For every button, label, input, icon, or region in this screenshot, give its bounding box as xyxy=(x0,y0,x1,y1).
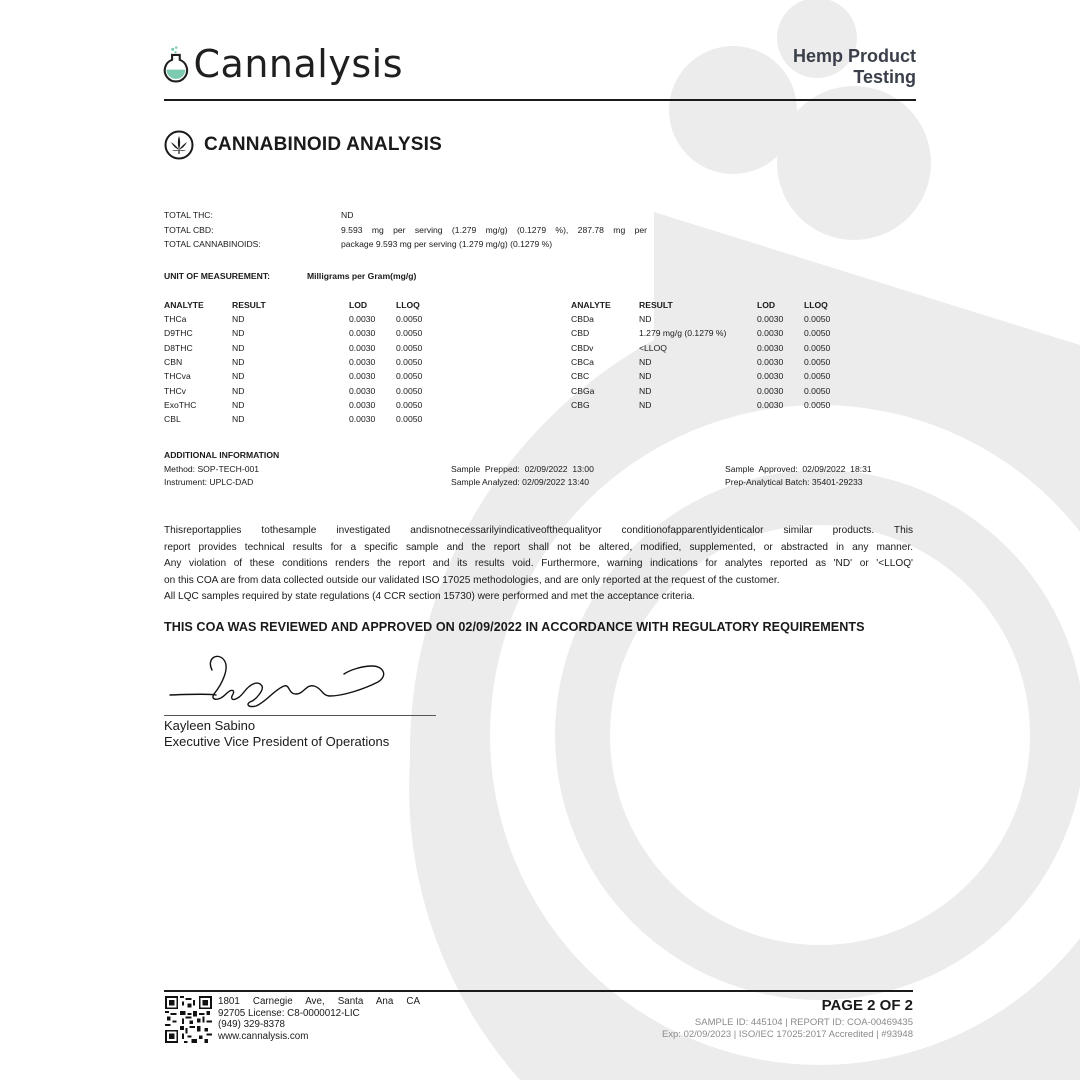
cell-lod: 0.0030 xyxy=(757,342,784,353)
cell-lod: 0.0030 xyxy=(349,371,376,382)
header-divider xyxy=(164,99,916,101)
cell-result: ND xyxy=(639,357,652,368)
prep-batch: Prep-Analytical Batch: 35401-29233 xyxy=(725,476,863,487)
signer-name: Kayleen Sabino xyxy=(164,718,256,733)
cell-analyte: D9THC xyxy=(164,328,193,339)
sample-analyzed: Sample Analyzed: 02/09/2022 13:40 xyxy=(451,476,590,487)
cell-lloq: 0.0050 xyxy=(396,399,423,410)
signature-line xyxy=(164,715,436,716)
analyte-table-right xyxy=(571,297,854,412)
table-row xyxy=(164,355,446,369)
cell-result: 1.279 mg/g (0.1279 %) xyxy=(639,328,727,339)
website-link[interactable]: www.cannalysis.com xyxy=(218,1030,309,1042)
unit-label: UNIT OF MEASUREMENT: xyxy=(164,271,270,281)
cell-result: ND xyxy=(232,385,245,396)
col-lod: LOD xyxy=(349,299,368,310)
totals-labels xyxy=(164,208,261,252)
disclaimer-line: report provides technical results for a specific sample and the report shall not be altered, modified, supplemented, or abstracted in any manner. xyxy=(164,541,913,553)
cell-lod: 0.0030 xyxy=(757,314,784,325)
table-row xyxy=(164,326,446,340)
qr-code-icon xyxy=(165,996,212,1043)
cell-analyte: CBDv xyxy=(571,342,594,353)
cell-lloq: 0.0050 xyxy=(396,385,423,396)
instrument: Instrument: UPLC-DAD xyxy=(164,476,254,487)
additional-info-method xyxy=(164,463,259,488)
method: Method: SOP-TECH-001 xyxy=(164,464,260,474)
additional-info-dates xyxy=(451,463,594,488)
cell-result: ND xyxy=(639,371,652,382)
footer-divider xyxy=(164,990,913,992)
cell-analyte: CBGa xyxy=(571,385,595,396)
col-analyte: ANALYTE xyxy=(164,299,204,310)
cell-lloq: 0.0050 xyxy=(804,371,831,382)
table-row xyxy=(571,398,854,412)
additional-info-title: ADDITIONAL INFORMATION xyxy=(164,450,280,460)
cell-lod: 0.0030 xyxy=(757,371,784,382)
cell-analyte: THCva xyxy=(164,371,191,382)
cell-analyte: CBN xyxy=(164,357,183,368)
signer-block xyxy=(164,718,389,749)
col-result: RESULT xyxy=(232,299,266,310)
cell-result: ND xyxy=(639,399,652,410)
cannabis-leaf-icon xyxy=(164,130,194,160)
table-row xyxy=(571,341,854,355)
table-row xyxy=(164,341,446,355)
cell-lod: 0.0030 xyxy=(349,399,376,410)
cell-lod: 0.0030 xyxy=(349,328,376,339)
table-header xyxy=(164,297,446,312)
cell-result: ND xyxy=(232,357,245,368)
cell-lloq: 0.0050 xyxy=(396,371,423,382)
disclaimer-line: on this COA are from data collected outside our validated ISO 17025 methodologies, and are only reported at the request of the customer. xyxy=(164,574,780,586)
approval-statement: THIS COA WAS REVIEWED AND APPROVED ON 02/09/2022 IN ACCORDANCE WITH REGULATORY REQUIREMENTS xyxy=(164,620,865,634)
cell-analyte: ExoTHC xyxy=(164,399,197,410)
expiry-accreditation: Exp: 02/09/2023 | ISO/IEC 17025:2017 Accredited | #93948 xyxy=(661,1029,913,1040)
cell-lod: 0.0030 xyxy=(757,385,784,396)
total-thc-value: ND xyxy=(341,210,354,220)
cell-result: ND xyxy=(232,314,245,325)
cell-lod: 0.0030 xyxy=(757,328,784,339)
cell-result: ND xyxy=(232,371,245,382)
address-line1: 1801 Carnegie Ave, Santa Ana CA xyxy=(218,996,420,1007)
brand-name: Cannalysis xyxy=(193,42,403,86)
additional-info-approval xyxy=(725,463,872,488)
disclaimer-line: Any violation of these conditions renders the report and its results void. Furthermore, warning indications for analytes reported as 'ND' or '<LLOQ' xyxy=(164,558,913,569)
totals-values xyxy=(341,208,647,252)
col-analyte: ANALYTE xyxy=(571,299,611,310)
cell-result: ND xyxy=(232,342,245,353)
cell-analyte: CBD xyxy=(571,328,590,339)
table-row xyxy=(164,398,446,412)
cell-result: ND xyxy=(639,314,652,325)
total-cannabinoids-label: TOTAL CANNABINOIDS: xyxy=(164,239,261,249)
unit-value: Milligrams per Gram(mg/g) xyxy=(307,271,417,281)
cell-lloq: 0.0050 xyxy=(804,314,831,325)
cell-analyte: THCa xyxy=(164,314,187,325)
signature xyxy=(166,650,396,718)
document-type-line1: Hemp Product xyxy=(792,46,916,66)
phone: (949) 329-8378 xyxy=(218,1019,285,1030)
cell-lloq: 0.0050 xyxy=(804,357,831,368)
table-row xyxy=(571,383,854,397)
cell-result: ND xyxy=(232,399,245,410)
cell-lod: 0.0030 xyxy=(757,399,784,410)
sample-report-id: SAMPLE ID: 445104 | REPORT ID: COA-00469435 xyxy=(694,1017,913,1028)
sample-prepped: Sample Prepped: 02/09/2022 13:00 xyxy=(451,464,594,474)
col-lloq: LLOQ xyxy=(804,299,828,310)
cell-analyte: THCv xyxy=(164,385,186,396)
cell-analyte: D8THC xyxy=(164,342,193,353)
cell-lod: 0.0030 xyxy=(757,357,784,368)
report-ids xyxy=(662,1017,913,1041)
cell-lloq: 0.0050 xyxy=(804,385,831,396)
total-cbd-label: TOTAL CBD: xyxy=(164,224,214,235)
footer-address xyxy=(218,996,420,1042)
cell-lloq: 0.0050 xyxy=(396,342,423,353)
cell-lod: 0.0030 xyxy=(349,414,376,425)
cell-analyte: CBL xyxy=(164,414,181,425)
cell-analyte: CBDa xyxy=(571,314,594,325)
brand-logo xyxy=(163,36,403,92)
table-row xyxy=(164,369,446,383)
cell-lod: 0.0030 xyxy=(349,385,376,396)
cell-result: ND xyxy=(232,414,245,425)
address-line2: 92705 License: C8-0000012-LIC xyxy=(218,1007,360,1019)
disclaimer xyxy=(164,523,913,606)
total-cbd-value: 9.593 mg per serving (1.279 mg/g) (0.1279 %), 287.78 mg per xyxy=(341,224,647,235)
page-number: PAGE 2 OF 2 xyxy=(821,997,913,1014)
cell-lloq: 0.0050 xyxy=(396,314,423,325)
cell-result: ND xyxy=(232,328,245,339)
document-type-line2: Testing xyxy=(853,67,916,87)
cell-lloq: 0.0050 xyxy=(804,342,831,353)
disclaimer-line: All LQC samples required by state regulations (4 CCR section 15730) were performed and met the acceptance criteria. xyxy=(164,591,695,602)
table-row xyxy=(164,312,446,326)
cell-lod: 0.0030 xyxy=(349,357,376,368)
cell-lloq: 0.0050 xyxy=(396,414,423,425)
cell-result: ND xyxy=(639,385,652,396)
document-type xyxy=(793,46,916,88)
footer-meta xyxy=(662,997,913,1041)
cell-analyte: CBCa xyxy=(571,357,594,368)
cell-lloq: 0.0050 xyxy=(804,328,831,339)
cell-result: <LLOQ xyxy=(639,342,667,353)
total-cbd-value-cont: package 9.593 mg per serving (1.279 mg/g) (0.1279 %) xyxy=(341,239,553,249)
unit-of-measurement xyxy=(164,269,416,284)
cell-lloq: 0.0050 xyxy=(804,399,831,410)
section-heading xyxy=(164,130,442,160)
table-row xyxy=(164,383,446,397)
cell-lod: 0.0030 xyxy=(349,314,376,325)
table-row xyxy=(571,326,854,340)
signer-title: Executive Vice President of Operations xyxy=(164,733,390,749)
table-row xyxy=(571,312,854,326)
col-result: RESULT xyxy=(639,299,673,310)
col-lloq: LLOQ xyxy=(396,299,420,310)
total-thc-label: TOTAL THC: xyxy=(164,210,213,220)
section-title: CANNABINOID ANALYSIS xyxy=(204,134,443,155)
flask-logo-icon xyxy=(163,38,190,90)
cell-analyte: CBC xyxy=(571,371,590,382)
col-lod: LOD xyxy=(757,299,776,310)
table-header xyxy=(571,297,854,312)
disclaimer-line: Thisreportapplies tothesample investigated andisnotnecessarilyindicativeofthequalityor conditionofapparentlyidenticalor similar products. This xyxy=(164,525,913,536)
cell-lloq: 0.0050 xyxy=(396,328,423,339)
table-row xyxy=(164,412,446,426)
analyte-table-left xyxy=(164,297,446,426)
table-row xyxy=(571,369,854,383)
cell-lloq: 0.0050 xyxy=(396,357,423,368)
table-row xyxy=(571,355,854,369)
cell-analyte: CBG xyxy=(571,399,590,410)
cell-lod: 0.0030 xyxy=(349,342,376,353)
sample-approved: Sample Approved: 02/09/2022 18:31 xyxy=(725,464,872,474)
